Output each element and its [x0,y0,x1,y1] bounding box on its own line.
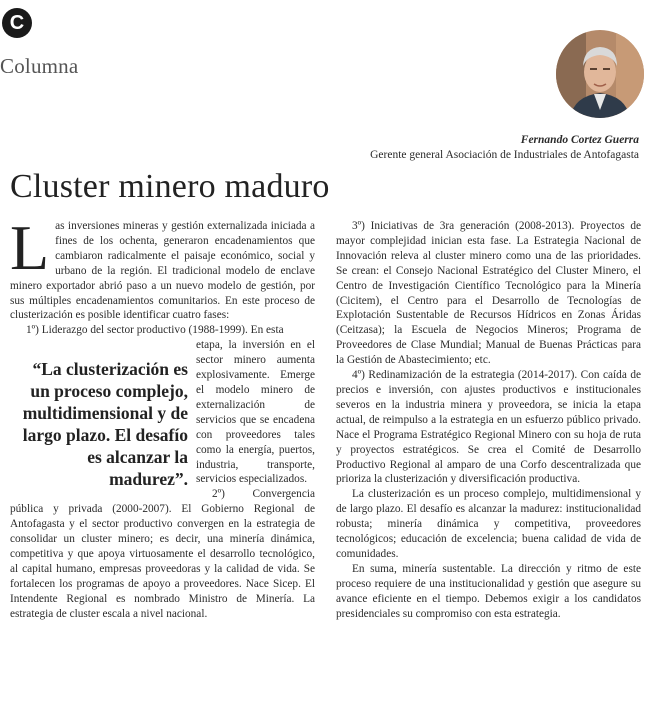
author-role: Gerente general Asociación de Industriales de Antofagasta [370,149,639,161]
author-byline [370,133,639,163]
conclusion-paragraph: La clusterización es un proceso complejo, multidimensional y de largo plazo. El desafío es alcanzar la madurez: institucionalidad robusta; minería dinámica y competitiva, proveedores tecnológicos; educación de excelencia; buena calidad de vida de comunidades. [336,488,641,560]
closing-paragraph: En suma, minería sustentable. La dirección y ritmo de este proceso requiere de una institucionalidad y gestión que asegure su avance eficiente en el tiempo. Debemos exigir a los candidatos presidenciales su compromiso con esta estrategia. [336,562,641,620]
intro-paragraph [10,212,315,323]
phase-1-start: 1º) Liderazgo del sector productivo (1988-1999). En esta [26,324,284,337]
section-label: Columna [0,54,79,78]
author-portrait-image [556,30,644,118]
phase-4-text: 4º) Redinamización de la estrategia (2014-2017). Con caída de precios e inversión, con ajustes productivos e institucionales severos en la industria minera y proveedora, se inicia la etapa actual, de reimpulso a la estrategia en un esfuerzo público privado. Nace el Programa Estratégico Regional Minero con su hoja de ruta y proyectos estratégicos. Se crea el Comité de Desarrollo Productivo Regional al amparo de una Corfo descentralizada que prioriza la clusterización y diversificación productiva. [336,369,641,486]
pull-quote: “La clusterización es un proceso complejo, multidimensional y de largo plazo. El desafío es alcanzar la madurez”. [22,359,188,490]
phase-1-text: etapa, la inversión en el sector minero aumenta explosivamente. Emerge el modelo minero de externalización de servicios que se encadena con proveedores tales como la energía, puertos, industria, transporte, servicios especializados. [196,339,315,486]
author-photo [556,30,644,118]
phase-3-text: 3º) Iniciativas de 3ra generación (2008-2013). Proyectos de mayor complejidad inician esta fase. La Estrategia Nacional de Innovación releva al cluster minero como una de las prioridades. Se crean: el Consejo Nacional Estratégico del Cluster Minero, el Centro de Investigación Científico Tecnológico para la Minería (Cicitem), el Centro para el Desarrollo de Tecnologías de Explotación Sustentable de Recursos Hídricos en Zonas Áridas (Ceitzasa); la Escuela de Negocios Mineros; Programa de Proveedores de Clase Mundial; Manual de Buenas Prácticas para la Gestión de Abastecimiento; etc. [336,220,641,367]
drop-cap: L [10,212,50,283]
section-badge: C [2,8,32,38]
left-column [10,212,315,621]
right-column [336,219,641,621]
author-name: Fernando Cortez Guerra [520,134,639,146]
intro-text: as inversiones mineras y gestión externalizada iniciada a fines de los ochenta, generaron encadenamientos que cambiaron radicalmente el paisaje económico, social y urbano de la región. El tradicional modelo de enclave minero exportador abrió paso a un nuevo modelo de gestión, por sus múltiples encadenamientos comunitarios. En este proceso de clusterización es posible identificar cuatro fases: [10,220,315,322]
phase-2-text: 2º) Convergencia pública y privada (2000-2007). El Gobierno Regional de Antofagasta y el sector productivo convergen en la estrategia de consolidar un cluster minero; es decir, una minería dinámica, competitiva y que apoya virtuosamente el desarrollo tecnológico, al capital humano, empresas proveedoras y la calidad de vida. Se fortalecen los programas de apoyo a proveedores. Nace Sicep. El Intendente Regional es nombrado Ministro de Minería. La estrategia de cluster escala a nivel nacional. [10,488,315,620]
pull-quote-box [10,340,188,500]
headline: Cluster minero maduro [10,168,330,205]
